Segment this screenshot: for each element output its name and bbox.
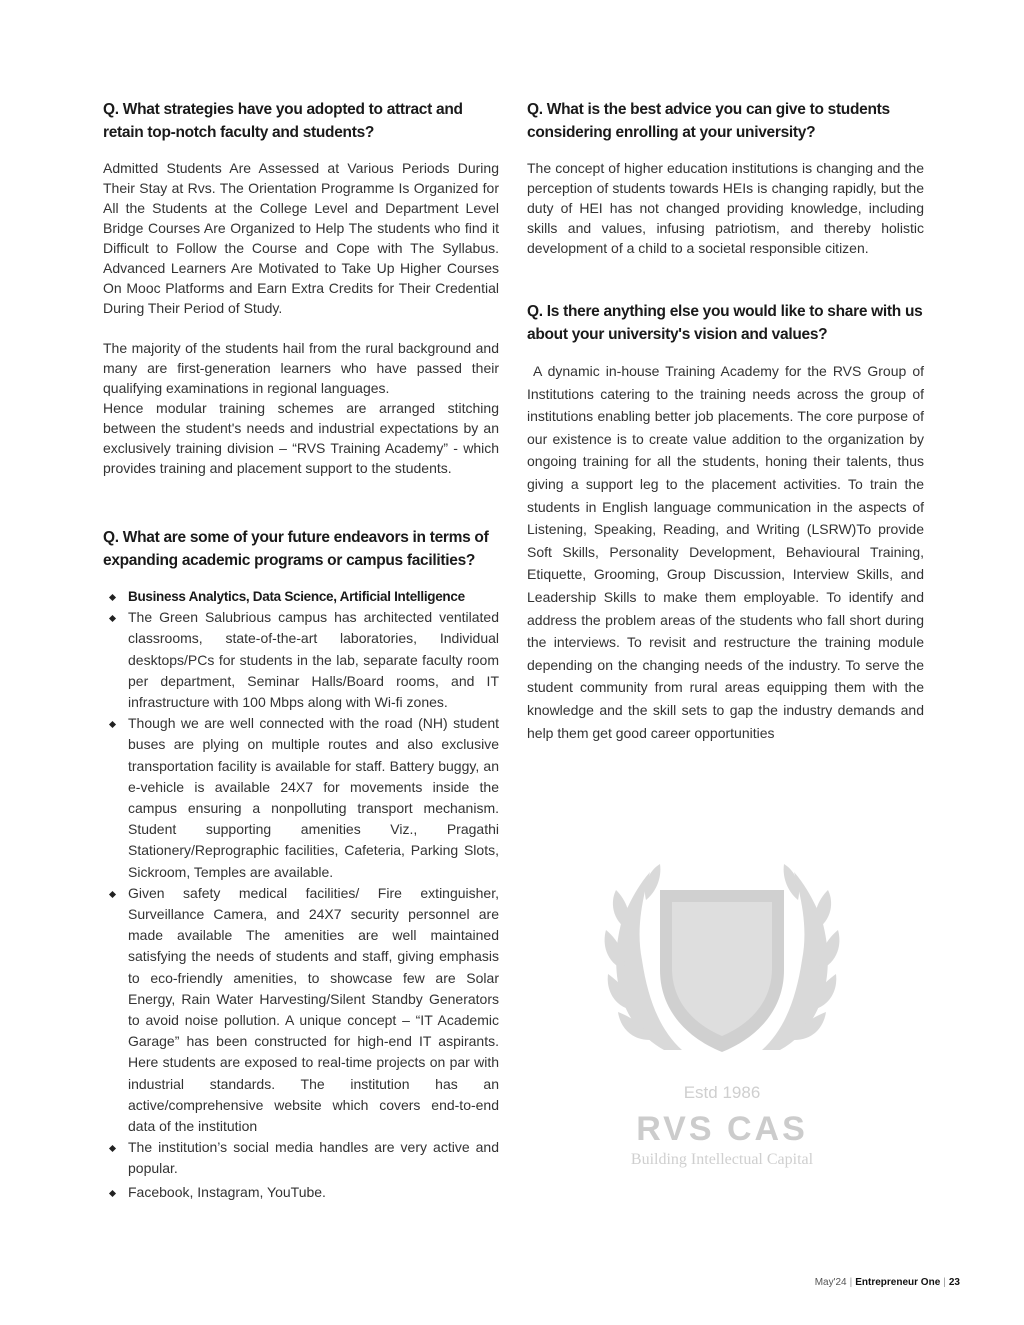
answer-paragraph: Hence modular training schemes are arranged stitching between the student's needs and industrial expectations by an exclusively training division – “RVS Training Academy” - which provides training and placement support to the students. [103, 400, 499, 476]
bullet-icon [109, 615, 116, 622]
bullet-icon [109, 1145, 116, 1152]
question-heading: Q. What are some of your future endeavors in terms of expanding academic programs or campus facilities? [103, 529, 489, 569]
page-footer: May'24 | Entrepreneur One | 23 [814, 1277, 960, 1288]
left-column [103, 98, 499, 1203]
list-item: The institution’s social media handles are very active and popular. [103, 1137, 499, 1179]
rvs-cas-emblem [602, 860, 842, 1170]
answer-paragraph: A dynamic in-house Training Academy for the RVS Group of Institutions catering to the training needs across the group of institutions enabling better job placements. The core purpose of our existence is to create value addition to the organization by ongoing training for all the students, honing their talents, thus giving a support leg to the placement activities. To train the students in English language communication in the aspects of Listening, Speaking, Reading, and Writing (LSRW)To provide Soft Skills, Personality Development, Behavioural Training, Etiquette, Grooming, Group Discussion, Interview Skills, and Leadership Skills to make them employable. To identify and address the problem areas of the students who fall short during the interviews. To revisit and restructure the training module depending on the changing needs of the industry. To serve the student community from rural areas equipping them with the knowledge and the skill sets to gap the industry demands and help them get good career opportunities [527, 363, 924, 741]
laurel-shield-logo [602, 860, 842, 1170]
emblem-name: RVS CAS [636, 1110, 808, 1148]
emblem-tagline: Building Intellectual Capital [630, 1151, 814, 1168]
bullet-icon [109, 1190, 116, 1197]
list-item: The Green Salubrious campus has architected ventilated classrooms, state-of-the-art laboratories, Individual desktops/PCs for students in the lab, separate faculty room per department, Seminar Halls/Board rooms, and IT infrastructure with 100 Mbps along with Wi-fi zones. [103, 607, 499, 713]
answer-paragraph: The majority of the students hail from the rural background and many are first-generation learners who have passed their qualifying examinations in regional languages. [103, 340, 499, 396]
answer-paragraph: Admitted Students Are Assessed at Various Periods During Their Stay at Rvs. The Orientation Programme Is Organized for All the Students at the College Level and Department Level Bridge Courses Are Organized to Help The students who find it Difficult to Follow the Course and Cope with The Syllabus. Advanced Learners Are Motivated to Take Up Higher Courses On Mooc Platforms and Earn Extra Credits for Their Credential During Their Period of Study. [103, 160, 499, 316]
bullet-icon [109, 721, 116, 728]
bullet-icon [109, 594, 116, 601]
list-item: Facebook, Instagram, YouTube. [103, 1182, 499, 1203]
page-number: 23 [948, 1277, 960, 1288]
estd-text: Estd 1986 [683, 1083, 761, 1102]
answer-paragraph: The concept of higher education institutions is changing and the perception of students towards HEIs is changing rapidly, but the duty of HEI has not changed providing knowledge, including skills and values, infusing patriotism, and thereby holistic development of a child to a societal responsible citizen. [527, 160, 924, 256]
question-heading: Q. Is there anything else you would like to share with us about your university's vision and values? [527, 303, 923, 343]
question-heading: Q. What strategies have you adopted to attract and retain top-notch faculty and students? [103, 101, 463, 141]
list-item: Business Analytics, Data Science, Artificial Intelligence [103, 586, 499, 607]
list-item: Though we are well connected with the road (NH) student buses are plying on multiple routes and also exclusive transportation facility is available for staff. Battery buggy, an e-vehicle is available 24X7 for movements inside the campus ensuring a nonpolluting transport mechanism. Student supporting amenities Viz., Pragathi Stationery/Reprographic facilities, Cafeteria, Parking Slots, Sickroom, Temples are available. [103, 713, 499, 883]
magazine-name: Entrepreneur One [855, 1277, 941, 1288]
right-column [527, 98, 924, 744]
list-item: Given safety medical facilities/ Fire extinguisher, Surveillance Camera, and 24X7 security personnel are made available The amenities are well maintained satisfying the needs of students and staff, giving emphasis to eco-friendly amenities, to showcase few are Solar Energy, Rain Water Harvesting/Silent Standby Generators to avoid noise pollution. A unique concept – “IT Academic Garage” has been constructed for high-end IT aspirants. Here students are exposed to real-time projects on par with industrial standards. The institution has an active/comprehensive website which covers end-to-end data of the institution [103, 883, 499, 1137]
bullet-icon [109, 891, 116, 898]
issue-date: May'24 [814, 1277, 847, 1288]
question-heading: Q. What is the best advice you can give to students considering enrolling at your university? [527, 101, 890, 141]
facilities-list [103, 586, 499, 1203]
